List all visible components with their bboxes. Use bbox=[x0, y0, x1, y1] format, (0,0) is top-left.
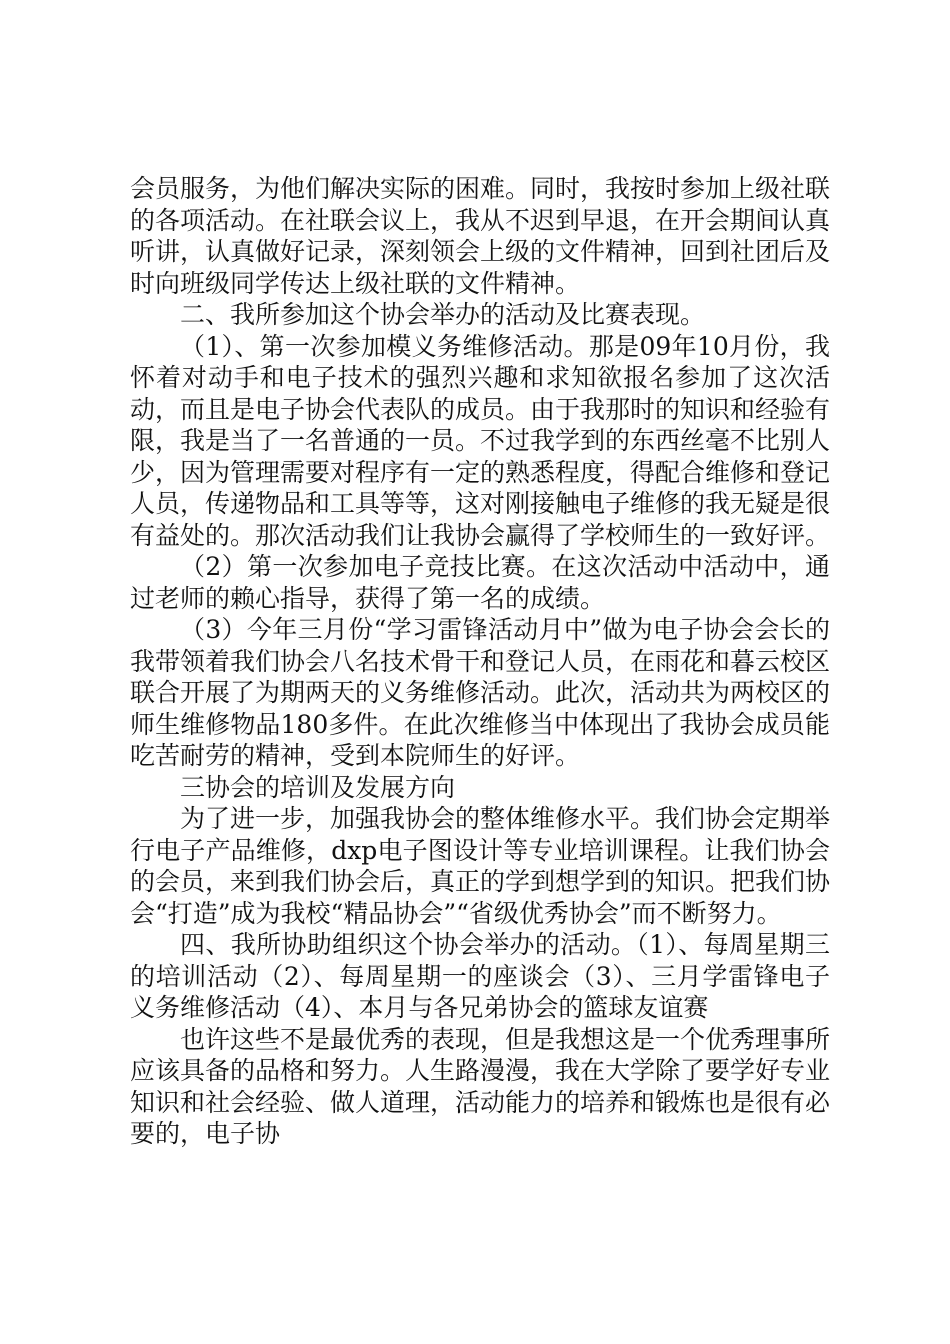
section-four-activities: 四、我所协助组织这个协会举办的活动。（1）、每周星期三的培训活动（2）、每周星期一的座谈会（3）、三月学雷锋电子义务维修活动（4）、本月与各兄弟协会的篮球友谊赛 bbox=[130, 930, 830, 1022]
paragraph-service-continuation: 会员服务，为他们解决实际的困难。同时，我按时参加上级社联的各项活动。在社联会议上，我从不迟到早退，在开会期间认真听讲，认真做好记录，深刻领会上级的文件精神，回到社团后及时向班级同学传达上级社联的文件精神。 bbox=[130, 174, 831, 298]
paragraph-activity-one: （1）、第一次参加模义务维修活动。那是09年10月份，我怀着对动手和电子技术的强烈兴趣和求知欲报名参加了这次活动，而且是电子协会代表队的成员。由于我那时的知识和经验有限，我是当了一名普通的一员。不过我学到的东西丝毫不比别人少，因为管理需要对程序有一定的熟悉程度，得配合维修和登记人员，传递物品和工具等等，这对刚接触电子维修的我无疑是很有益处的。那次活动我们让我协会赢得了学校师生的一致好评。 bbox=[130, 331, 831, 550]
paragraph-closing: 也许这些不是最优秀的表现，但是我想这是一个优秀理事所应该具备的品格和努力。人生路漫漫，我在大学除了要学好专业知识和社会经验、做人道理，活动能力的培养和锻炼也是很有必要的，电子协 bbox=[130, 1024, 831, 1148]
paragraph-training: 为了进一步，加强我协会的整体维修水平。我们协会定期举行电子产品维修，dxp电子图设计等专业培训课程。让我们协会的会员，来到我们协会后，真正的学到想学到的知识。把我们协会“打造”成为我校“精品协会”“省级优秀协会”而不断努力。 bbox=[130, 804, 831, 928]
document-body bbox=[130, 173, 830, 1150]
section-heading-two: 二、我所参加这个协会举办的活动及比赛表现。 bbox=[180, 300, 706, 329]
paragraph-activity-three: （3）今年三月份“学习雷锋活动月中”做为电子协会会长的我带领着我们协会八名技术骨干和登记人员，在雨花和暮云校区联合开展了为期两天的义务维修活动。此次，活动共为两校区的师生维修物品180多件。在此次维修当中体现出了我协会成员能吃苦耐劳的精神，受到本院师生的好评。 bbox=[130, 615, 831, 770]
paragraph-activity-two: （2）第一次参加电子竞技比赛。在这次活动中活动中，通过老师的赖心指导，获得了第一名的成绩。 bbox=[130, 552, 830, 613]
section-heading-three: 三协会的培训及发展方向 bbox=[180, 772, 456, 802]
